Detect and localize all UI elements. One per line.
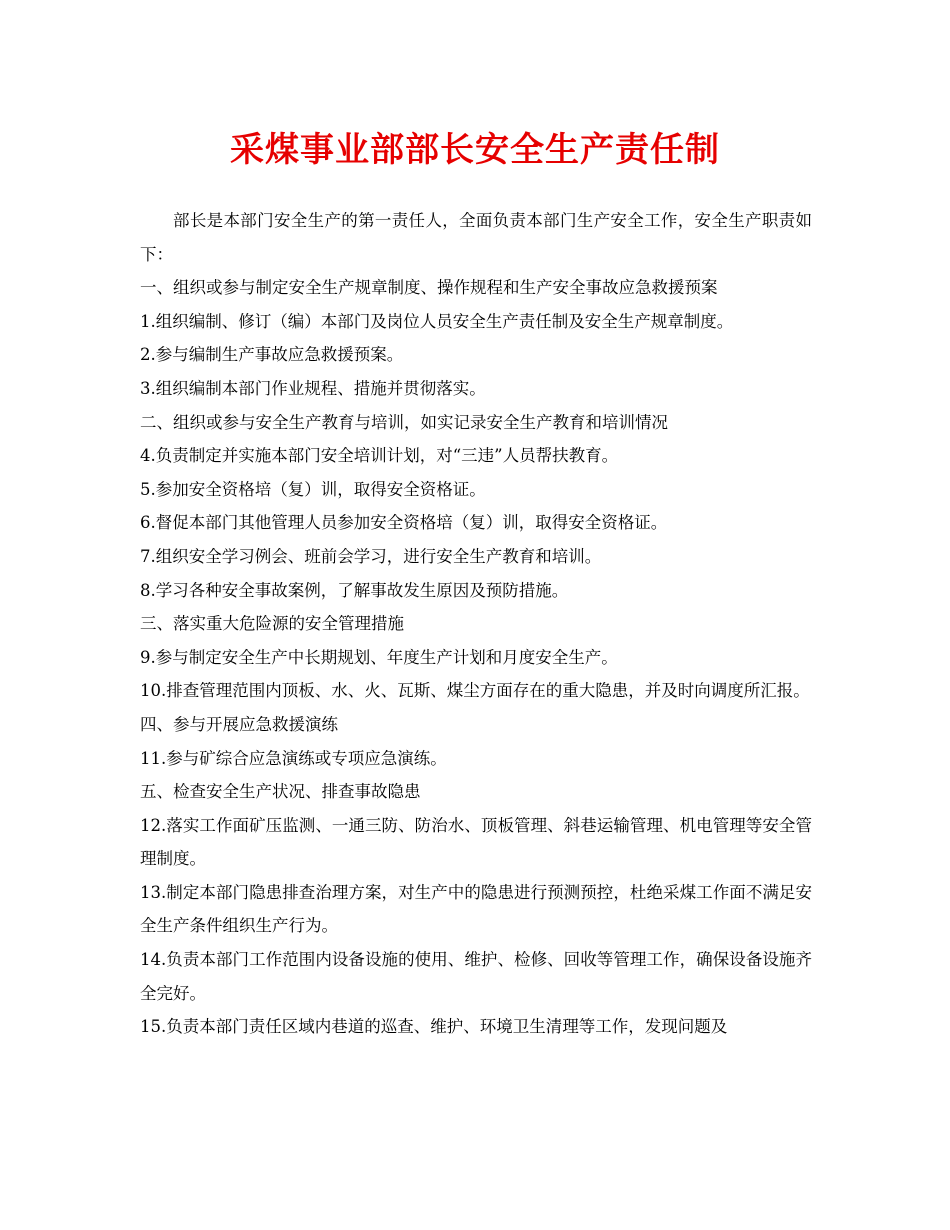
list-item: 1.组织编制、修订（编）本部门及岗位人员安全生产责任制及安全生产规章制度。 — [140, 311, 734, 331]
intro-paragraph: 部长是本部门安全生产的第一责任人，全面负责本部门生产安全工作，安全生产职责如下： — [140, 211, 812, 264]
list-item: 13.制定本部门隐患排查治理方案，对生产中的隐患进行预测预控，杜绝采煤工作面不满足安全生产条件组织生产行为。 — [140, 882, 812, 936]
list-item: 6.督促本部门其他管理人员参加安全资格培（复）训，取得安全资格证。 — [140, 513, 668, 533]
list-item: 11.参与矿综合应急演练或专项应急演练。 — [140, 748, 447, 768]
list-item: 14.负责本部门工作范围内设备设施的使用、维护、检修、回收等管理工作，确保设备设施齐全完好。 — [140, 950, 812, 1003]
section-heading-1: 一、组织或参与制定安全生产规章制度、操作规程和生产安全事故应急救援预案 — [140, 278, 718, 298]
section-heading-4: 四、参与开展应急救援演练 — [140, 714, 338, 734]
list-item: 12.落实工作面矿压监测、一通三防、防治水、顶板管理、斜巷运输管理、机电管理等安全管理制度。 — [140, 815, 812, 869]
section-heading-5: 五、检查安全生产状况、排查事故隐患 — [140, 782, 421, 802]
list-item: 5.参加安全资格培（复）训，取得安全资格证。 — [140, 479, 486, 499]
list-item: 3.组织编制本部门作业规程、措施并贯彻落实。 — [140, 378, 486, 398]
list-item: 10.排查管理范围内顶板、水、火、瓦斯、煤尘方面存在的重大隐患，并及时向调度所汇报。 — [140, 681, 810, 701]
list-item: 2.参与编制生产事故应急救援预案。 — [140, 345, 404, 365]
document-title: 采煤事业部部长安全生产责任制 — [230, 130, 720, 170]
list-item: 9.参与制定安全生产中长期规划、年度生产计划和月度安全生产。 — [140, 647, 618, 667]
list-item: 4.负责制定并实施本部门安全培训计划，对“三违”人员帮扶教育。 — [140, 446, 619, 466]
document-body — [140, 204, 812, 1044]
section-heading-3: 三、落实重大危险源的安全管理措施 — [140, 614, 404, 634]
list-item: 7.组织安全学习例会、班前会学习，进行安全生产教育和培训。 — [140, 546, 602, 566]
list-item: 15.负责本部门责任区域内巷道的巡查、维护、环境卫生清理等工作，发现问题及 — [140, 1017, 728, 1037]
list-item: 8.学习各种安全事故案例，了解事故发生原因及预防措施。 — [140, 580, 569, 600]
section-heading-2: 二、组织或参与安全生产教育与培训，如实记录安全生产教育和培训情况 — [140, 412, 668, 432]
